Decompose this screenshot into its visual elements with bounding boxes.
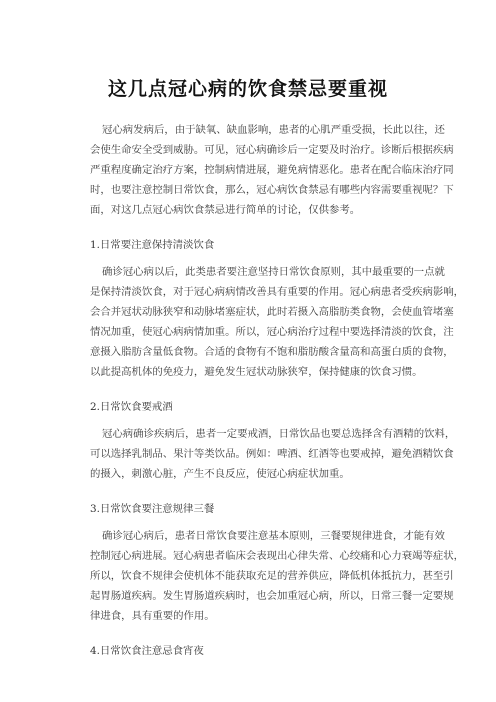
intro-line: 冠心病发病后，由于缺氧、缺血影响，患者的心肌严重受损，长此以往，还	[102, 124, 445, 136]
section-line: 可以选择乳制品、果汁等类饮品。例如：啤酒、红酒等也要戒掉，避免酒精饮食	[90, 448, 454, 460]
section-line: 律进食，具有重要的作用。	[90, 610, 215, 622]
page-title: 这几点冠心病的饮食禁忌要重视	[107, 78, 388, 100]
section-line: 以此提高机体的免疫力，避免发生冠状动脉狭窄，保持健康的饮食习惯。	[90, 366, 423, 378]
section-line: 冠心病确诊疾病后，患者一定要戒酒，日常饮品也要总选择含有酒精的饮料，	[102, 428, 456, 440]
section-line: 会合并冠状动脉狭窄和动脉堵塞症状，此时若摄入高脂肪类食物，会使血管堵塞	[90, 306, 454, 318]
section-heading: 1.日常要注意保持清淡饮食	[90, 239, 215, 251]
intro-line: 会使生命安全受到威胁。可见，冠心病确诊后一定要及时治疗。诊断后根据疾病	[90, 144, 454, 156]
section-line: 控制冠心病进展。冠心病患者临床会表现出心律失常、心绞痛和心力衰竭等症状，	[90, 550, 465, 562]
section-line: 是保持清淡饮食，对于冠心病病情改善具有重要的作用。冠心病患者受疾病影响，	[90, 286, 465, 298]
section-heading: 4.日常饮食注意忌食宵夜	[90, 645, 204, 657]
section-heading: 3.日常饮食要注意规律三餐	[90, 503, 215, 515]
intro-line: 面，对这几点冠心病饮食禁忌进行简单的讨论，仅供参考。	[90, 204, 361, 216]
section-line: 的摄入，刺激心脏，产生不良反应，使冠心病症状加重。	[90, 468, 350, 480]
section-line: 起胃肠道疾病。发生胃肠道疾病时，也会加重冠心病，所以，日常三餐一定要规	[90, 590, 454, 602]
intro-line: 时，也要注意控制日常饮食，那么，冠心病饮食禁忌有哪些内容需要重视呢？下	[90, 184, 454, 196]
section-line: 所以，饮食不规律会使机体不能获取充足的营养供应，降低机体抵抗力，甚至引	[90, 570, 454, 582]
intro-line: 严重程度确定治疗方案，控制病情进展，避免病情恶化。患者在配合临床治疗同	[90, 164, 454, 176]
section-line: 确诊冠心病后，患者日常饮食要注意基本原则，三餐要规律进食，才能有效	[102, 530, 445, 542]
section-heading: 2.日常饮食要戒酒	[90, 401, 173, 413]
section-line: 情况加重，使冠心病病情加重。所以，冠心病治疗过程中要选择清淡的饮食，注	[90, 326, 454, 338]
section-line: 确诊冠心病以后，此类患者要注意坚持日常饮食原则，其中最重要的一点就	[102, 266, 445, 278]
section-line: 意摄入脂肪含量低食物。合适的食物有不饱和脂肪酸含量高和高蛋白质的食物，	[90, 346, 454, 358]
